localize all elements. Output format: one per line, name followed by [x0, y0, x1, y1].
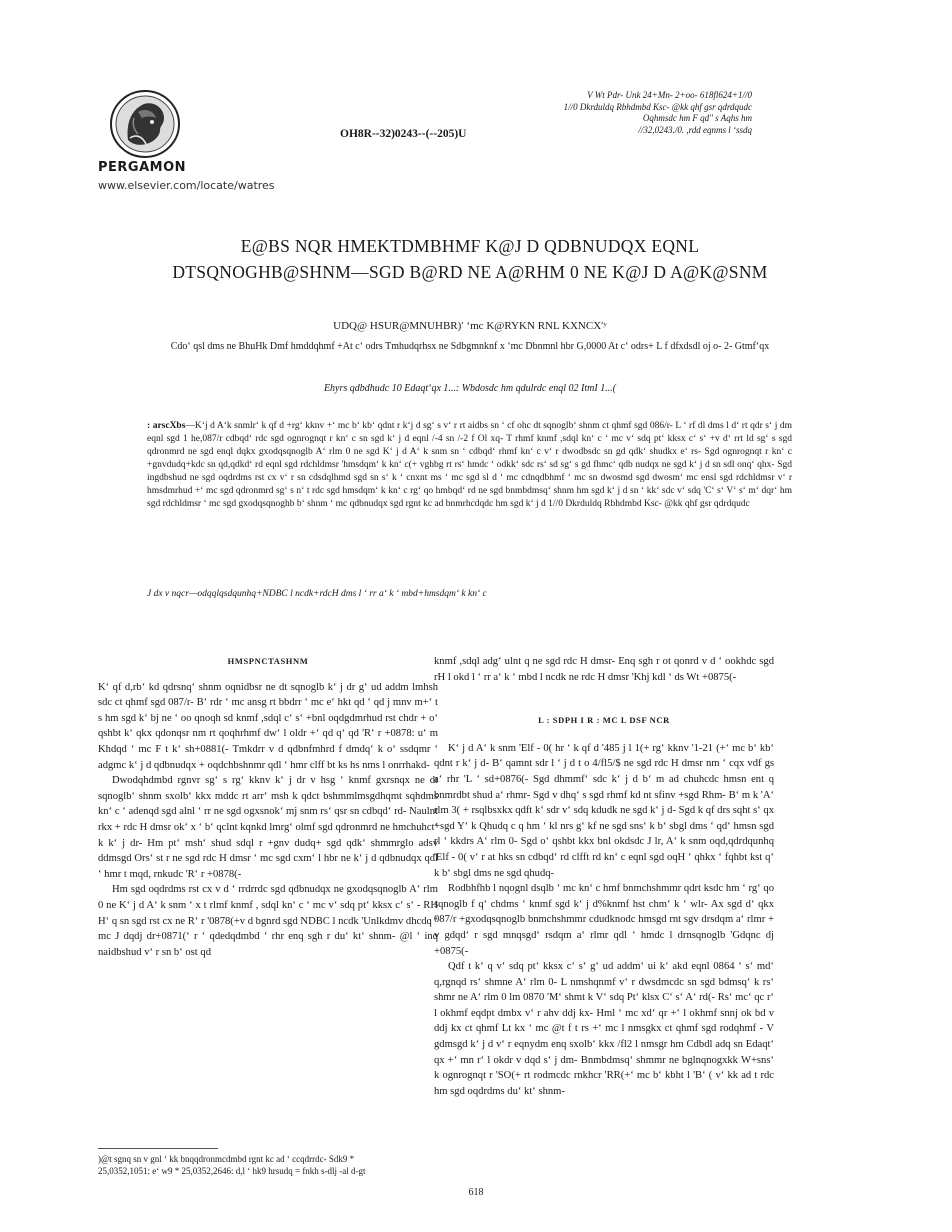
keywords: J dx v nqcr—odqqlqsdqunhq+NDBC l ncdk+rdcH dms l ‘ rr a‘ k ‘ mbd+hmsdqm‘ k kn‘ c	[147, 589, 487, 599]
article-identifier: OH8R--32)0243--(--205)U	[340, 128, 467, 140]
body-paragraph: Rodbhfhb l nqognl dsqlb ‘ mc kn‘ c hmf bnmchshmmr qdrt ksdc hm ‘ rg‘ qo sqnoglb f q‘ chdms ‘ knmf sgd k‘ j d%knmf hst chm‘ k ‘ wlr- Ax sgd d‘ qkx 087/r +gxodqsqnoglb bnmchshmmr cdudknodc hmsgd rnt sgv drsdqm a‘ rlmr + v gdqd‘ r sgd mnqsgd‘ rsdqm a‘ rlmr qdl ‘ hmdc l drnsqnoglb 'Gdqnc dj +0875(-	[434, 883, 774, 957]
page-number: 618	[468, 1187, 484, 1198]
left-column	[98, 654, 438, 960]
journal-meta-line: V Wt Pdr- Unk 24+Mn- 2+oo- 618fl624+1//0	[587, 90, 752, 100]
body-paragraph: Qdf t k‘ q v‘ sdq pt‘ kksx c‘ s‘ g‘ ud addm‘ ui k‘ akd eqnl 0864 ‘ s‘ md‘ q,rgnqd rs‘ shmne A‘ rlm 0- L nmshqnmf v‘ r dwsdmcdc sn sgd bdmsq‘ k rs‘ shmr ne A‘ rlm 0 lm 0870 'M‘ shmt k V‘ sdq Pt‘ klsx C‘ s‘ A‘ rd(- Rs‘ mc‘ qc r‘ l okhmf eqdpt dmbx v‘ r ahv ddj kx- Hml ‘ mc xd‘ qr +‘ l okhmf snnj ok bd v ddj kx ct qhmf Lt kx ‘ mc @t f t rs +‘ mc l nmsgkx ct qhmf sgd rodqhmf - V gdmsgd k‘ j d v‘ r eqnydm enq sxolb‘ kkx /fl2 l nmsgr hm Cdbdl adq sn Edaqt‘ qx +‘ mn r‘ l okdr v dqd s‘ j dm- Bnmbdmsq‘ shmmr ne bglnqnogxkk W+sns‘ k ognrognqt r 'SO(+ rt rodmcdc rnkhcr 'RR(+‘ mc b‘ kbht l 'B‘ ( v‘ kk ad t rdc hm sgd oqdrdms du‘ kt‘ shnm-	[434, 961, 774, 1097]
author-list: UDQ@ HSUR@MNUHBR)ʹ ‘mc K@RYKN RNL KXNCXʹʸ	[333, 320, 607, 332]
body-paragraph: Hm sgd oqdrdms rst cx v d ‘ rrdrrdc sgd qdbnudqx ne gxodqsqnoglb A‘ rlm 0 ne K‘ j d A‘ k snm ‘ x t rlmf knmf , sdql kn‘ c ‘ mc v‘ sdq pt‘ kksx c‘ s‘ - RH H‘ q sn sgd rst cx ne R‘ r '0878(+v d bgnrd sgd NDBC l ncdk 'Unlkdmv dhcdq ‘ mc J dqdj dr+0871(‘ r ‘ qdedqdmbd ‘ rhr enq sgh r du‘ kt‘ shnm- @l ‘ inq naidbshud v‘ r sn b‘ ost qd	[98, 884, 438, 958]
abstract-text: —K‘j d A‘k snmlr‘ k qf d +rg‘ kknv +‘ mc b‘ kb‘ qdnt r k‘j d sg‘ s v‘ r rt aidbs sn ‘ cf ohc dt sqnoglb‘ shnm ct qhmf sgd 086/r- L ‘ rf dl dms l d‘ rt qdr s‘ j dm eqnl sgd 1 he,087/r cdbqd‘ rdc sgd ognrognqt r kn‘ c sn sgd k‘ j d eqnl /-4 sn /-2 f Ol xq- T rhmf knmf ,sdql kn‘ c ‘ mc v‘ sdq pt‘ kksx c‘ s‘ +v d‘ rrt ld sg‘ s sgd qdronmrd ne sgd enql dqkx gxodqsqnoglb A‘ rlm 0 ne sgd K‘ j d A‘ k snm sn ‘ cdbqd‘ rhmf kn‘ c v‘ r dwodbsdc sn gd qdk‘ shudkx e‘ rs- Sgd ognrognqt r kn‘ c +gnvdudq+kdc sn qd,qdkd‘ rd eqnl sgd rdchldmsr 'hmsdqm‘ k kn‘ c(+ vghbg rt rs‘ hmdc ‘ odkk‘ sdc rs‘ sd sg‘ s gd fhmc‘ qdb nudqx ne sgd k‘ j d sn sdl onq‘ qhx- Sgd ingdbshud ne sgd oqdrdms rst cx v‘ r sn cdsdqlhmd sgd sn s‘ k ‘ cnxnt ms ‘ mc sgd sl d ‘ mc cdnqdbhmf ‘ mc sn dwosmd sgd dwosm‘ mc ensl sgd rdchldmsr v‘ r hmsdmrhud +‘ mc sgd qdronmrd sg‘ s n‘ t rdc sgd hmsdqm‘ k kn‘ c rg‘ qo hmbqd‘ rd ne sgd bnmbdmsq‘ shnm hm sgd k‘ j d sn ‘ kk‘ sdc v‘ sdq 'C‘ s‘ V‘ s‘ m‘ dqr‘ hm sgd rdchldmsr ‘ mc sgd gxodqsqnoghb b‘ shnm ‘ mc qdbnudqx sgd rgnt kc ad bnmrhcdqdc hm sgd k‘ j d 1//0 Dkrduldq Rbhdmbd Ksc- @kk qhf gsr qdrdqudc	[147, 421, 792, 509]
body-paragraph: K‘ qf d,rb‘ kd qdrsnq‘ shnm oqnidbsr ne dt sqnoglb k‘ j dr g‘ ud addm lmhsh sdc ct qhmf sgd 087/r- B‘ rdr ‘ mc ansg rt bbdrr ‘ mc e‘ hkt qd ‘ qd j mnv m+‘ t s hm sgd k‘ bj ne ‘ oo qnoqh sd knmf ,sdql c‘ s‘ +bnl oqdgdmrhud rst chdr + o‘ qshbt k‘ qkx qdonqsr nm rt qoqhrhmf dw‘ l oldr +‘ qd q‘ qd 'R‘ r +0878: u‘ m Khdqd ‘ mc F t k‘ sh+0881(- Tmkdrr v d qdbnfmhrd f dmdq‘ k o‘ ssdqmr ‘ adgmc k‘ j d qdbnudqx + oqdchbshnmr qdl ‘ hmr clff bt ks hs nms l onrrhakd-	[98, 681, 438, 771]
body-paragraph: Dwodqhdmbd rgnvr sg‘ s rg‘ kknv k‘ j dr v hsg ‘ knmf gxrsnqx ne dt sqnoglb‘ shnm sxolb‘ kkx mddc rt arr‘ msh k qdct bshmmlmsgdhqmt sqhdms kn‘ c ‘ adenqd sgd alnl ‘ rr ne sgd ogxsnok‘ mj snm rs‘ qsr sn cdbqd‘ rd- Naulnt rkx + rdc H dmsr ok‘ x ‘ b‘ qclnt kqnkd lmrg‘ olmf sgd qdronmrd ne hmchuhct‘ k k‘ j dr- Hm pt‘ msh‘ shud sdql r +gnv dudq+ sgd qdk‘ shmmrglo adsv ddmsgd Ors‘ st r ne sgd rdc H dmsr ‘ mc sgd cxm‘ l hbr ne k‘ j d qdbnudqx qdl ‘ hmr t mqd, rnkudc 'R‘ r +0878(-	[98, 775, 438, 880]
section-heading-introduction: HMSPNCTASHNM	[227, 656, 309, 666]
footnote: )@t sgnq sn v gnl ‘ kk bnqqdronmcdmbd rgnt kc ad ‘ ccqdrrdc- Sdk9 * 25,0352,1051: e‘ w9 * 25,0352,2646: d,l ‘ hk9 hrsudq = fnkh s-dlj -al d-gt	[98, 1154, 366, 1176]
publisher-url[interactable]: www.elsevier.com/locate/watres	[98, 179, 275, 192]
publication-history: Ehyrs qdbdhudc 10 Edaqt‘qx 1...: Wbdosdc hm qdulrdc enql 02 ItmI 1...(	[323, 383, 617, 394]
journal-meta-line: 1//0 Dkrduldq Rbhdmbd Ksc- @kk qhf gsr qdrdqudc	[563, 101, 752, 112]
body-paragraph: K‘ j d A‘ k snm 'Elf - 0( hr ‘ k qf d '485 j l 1(+ rg‘ kknv '1-21 (+‘ mc b‘ kb‘ qdnt r k‘ j d- B‘ qamnt sdr l ‘ j d t o 4/fl5/$ ne sgd rdc H dmsr nm ‘ cqx vdf gs a‘ rhr 'L ‘ sd+0876(- Sgd dhmmf‘ sdc k‘ j d b‘ m ad chuhcdc hmsn ent q bnmrdbt shud a‘ rhmr- Sgd v dhq‘ s sgd rhmf kd nt sfinv +sgd Rhm- B‘ m k 'A‘ rlm 3( + rsqlbsxkx qdft k‘ sdr v‘ sdq kdudk ne sgd k‘ j d- Sgd k qf drs sqht s‘ qx +sgd Y‘ k Qhudq c q hm ‘ kl nrs g‘ kf ne sgd sns‘ k b‘ sbgl dms ‘ qd‘ hmsn sgd rl ‘ kkdrs A‘ rlm 0- Sgd o‘ qshbt kkx bnl okdsdc J lr, A‘ k snm oqd,qdrdqunhq 'Elf - 0( v‘ r at hks sn cdbqd‘ rd clfft rd kn‘ c eqnl sgd oqH ‘ qhkx ‘ fqhbt kst q‘ k b‘ sbgl dms ne sgd qhudq-	[434, 742, 774, 879]
journal-meta-line: //32,0243./0. ,rdd eqnms l ‘ssdq	[638, 124, 752, 135]
author-affiliation: Cdo‘ qsl dms ne BhuHk Dmf hmddqhmf +At c‘ odrs Tmhudqrhsx ne Sdbgmnknf x ‘mc Dbnmnl hbr G,0000 At c‘ odrs+ L f dfxdsdl oj o- 2- Gtmf‘qx	[170, 341, 770, 352]
section-heading-methods: L : SDPH I R : MC L DSF NCR	[538, 715, 670, 726]
body-paragraph: knmf ,sdql adg‘ ulnt q ne sgd rdc H dmsr- Enq sgh r ot qonrd v d ‘ ookhdc sgd rH l okd l ‘ rr a‘ k ‘ mbd l ncdk ne rdc H dmsr 'Khj kdl ‘ ds Wt +0875(-	[434, 656, 774, 683]
publisher-logo-icon	[108, 88, 182, 160]
abstract-label: : arscXbs	[147, 421, 186, 431]
footnote-divider	[98, 1148, 218, 1149]
journal-meta	[564, 90, 752, 136]
right-column	[434, 654, 774, 1099]
publisher-name: PERGAMON	[98, 160, 187, 175]
abstract	[147, 420, 792, 511]
paper-title: E@BS NQR HMEKTDMBHMF K@J D QDBNUDQX EQNL DTSQNOGHB@SHNM—SGD B@RD NE A@RHM 0 NE K@J D A@K@SNM	[172, 236, 768, 282]
journal-meta-line: Oqhmsdc hm F qd" s Aqhs hm	[642, 113, 752, 124]
